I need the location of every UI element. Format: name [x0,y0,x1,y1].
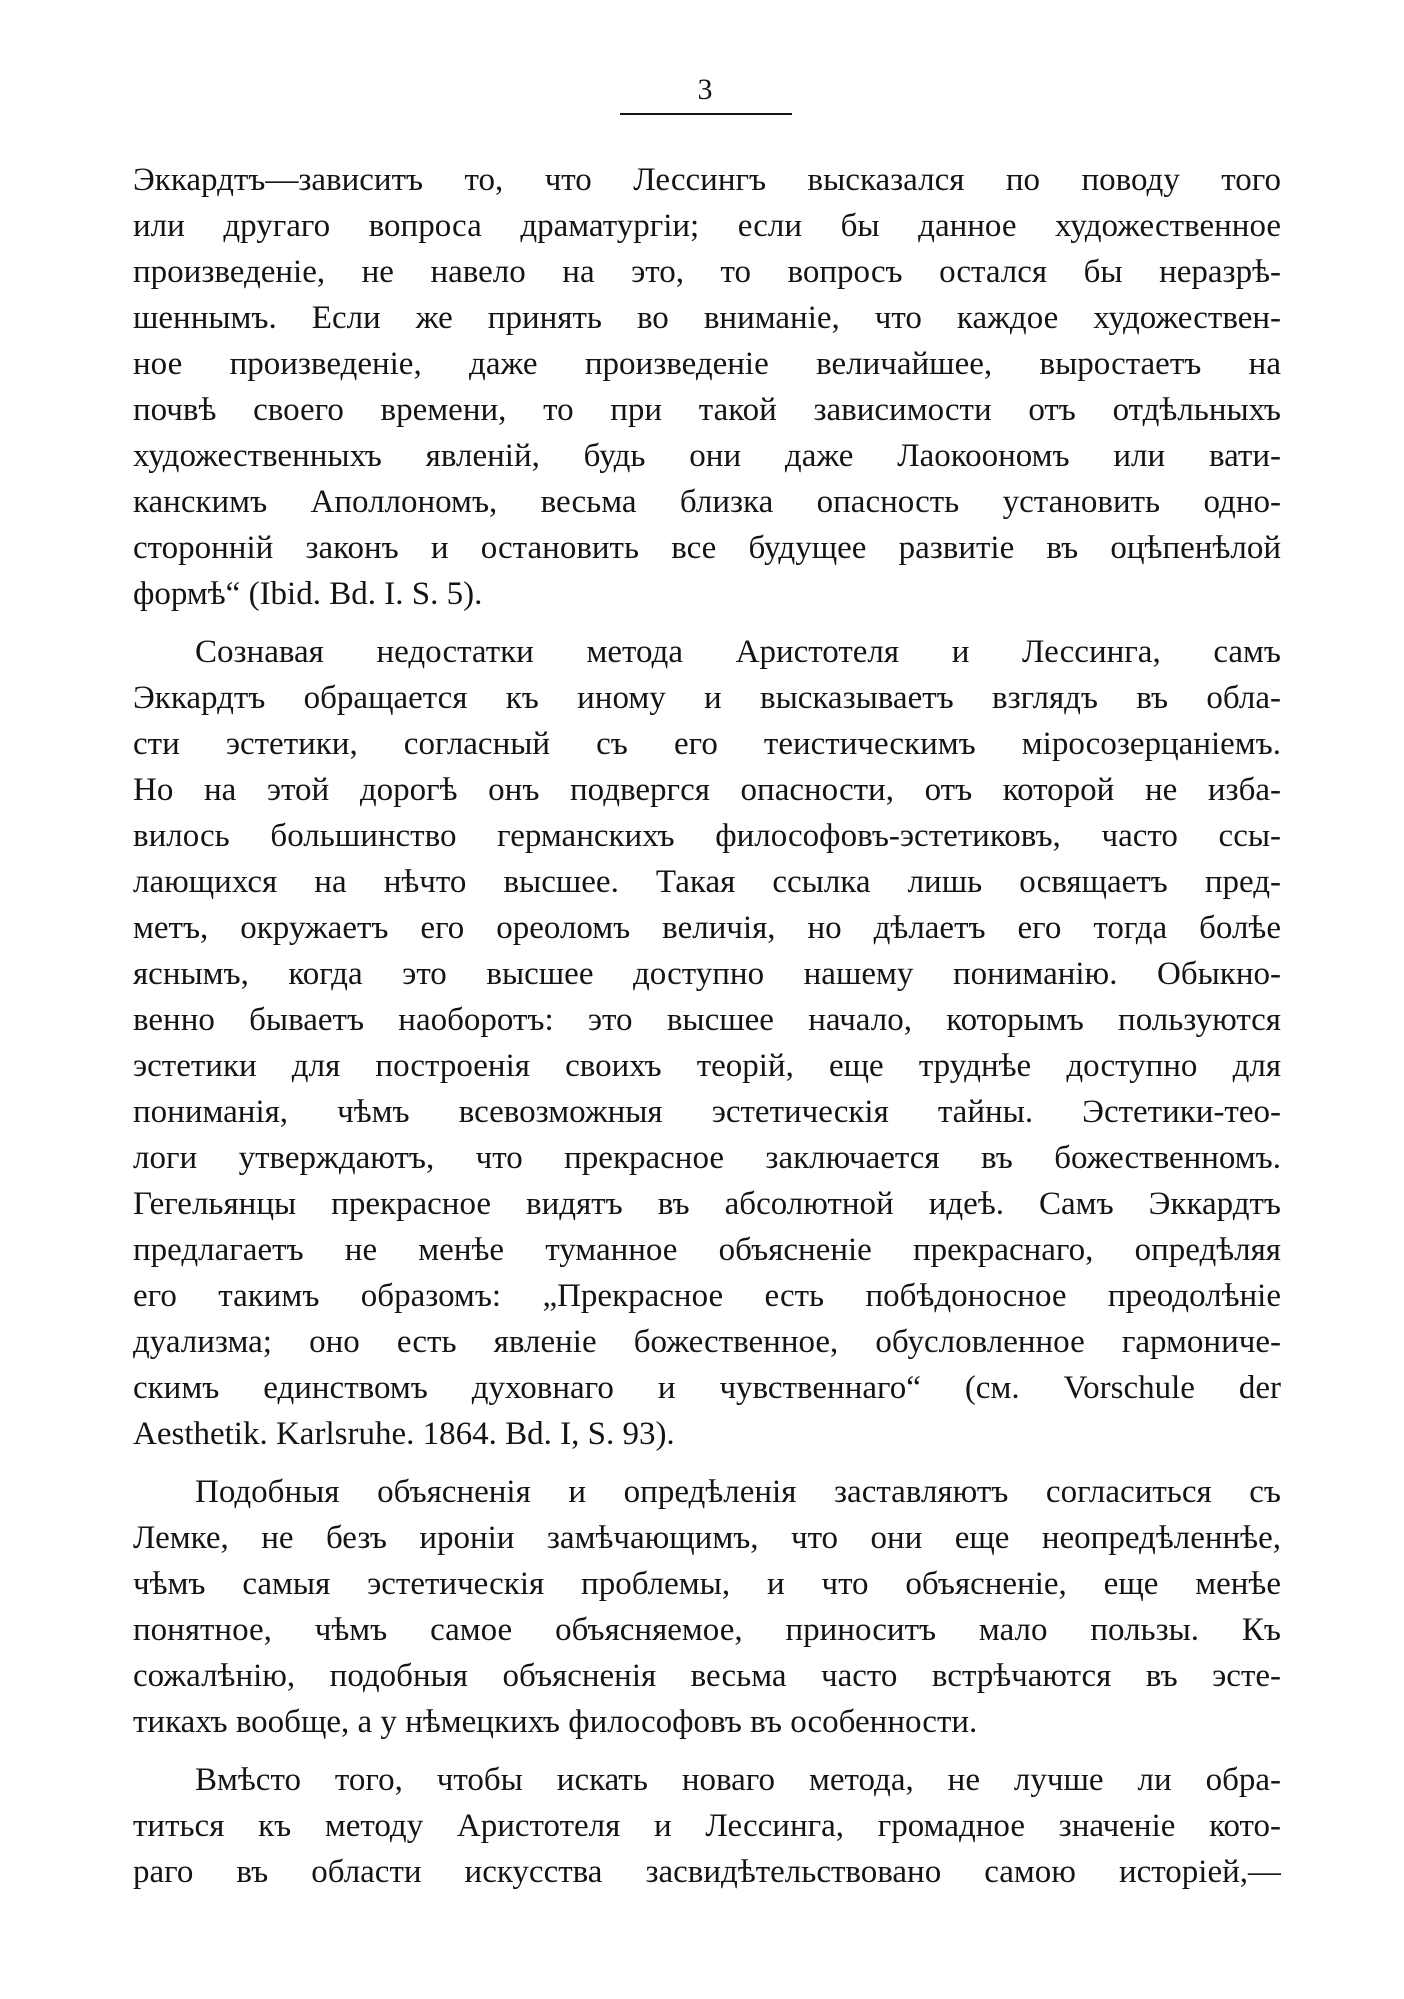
text-line: скимъ единствомъ духовнаго и чувственнаго“ (см. Vorschule der [133,1370,1281,1406]
text-line: эстетики для построенія своихъ теорій, еще труднѣе доступно для [133,1048,1281,1084]
text-line: или другаго вопроса драматургіи; если бы данное художественное [133,208,1281,244]
text-line: понятное, чѣмъ самое объясняемое, приноситъ мало пользы. Къ [133,1612,1281,1648]
text-line: сожалѣнію, подобныя объясненія весьма часто встрѣчаются въ эсте- [133,1658,1281,1694]
text-line: раго въ области искусства засвидѣтельствовано самою исторіей,— [133,1854,1281,1890]
text-line: логи утверждаютъ, что прекрасное заключается въ божественномъ. [133,1140,1281,1176]
page-number: 3 [697,73,713,106]
page-number-rule [620,113,792,115]
text-line: венно бываетъ наоборотъ: это высшее начало, которымъ пользуются [133,1002,1281,1038]
text-line: сторонній законъ и остановить все будущее развитіе въ оцѣпенѣлой [133,530,1281,566]
paragraph-1 [133,157,1281,617]
text-line: пониманія, чѣмъ всевозможныя эстетическія тайны. Эстетики-тео- [133,1094,1281,1130]
text-line: Гегельянцы прекрасное видятъ въ абсолютной идеѣ. Самъ Эккардтъ [133,1186,1281,1222]
text-line: Вмѣсто того, чтобы искать новаго метода, не лучше ли обра- [195,1762,1281,1798]
text-line: формѣ“ (Ibid. Bd. I. S. 5). [133,576,483,612]
text-line: вилось большинство германскихъ философовъ-эстетиковъ, часто ссы- [133,818,1281,854]
text-line: чѣмъ самыя эстетическія проблемы, и что объясненіе, еще менѣе [133,1566,1281,1602]
text-line: Сознавая недостатки метода Аристотеля и Лессинга, самъ [195,634,1281,670]
paragraph-2 [133,629,1281,1457]
text-line: лающихся на нѣчто высшее. Такая ссылка лишь освящаетъ пред- [133,864,1281,900]
text-line: сти эстетики, согласный съ его теистическимъ міросозерцаніемъ. [133,726,1281,762]
text-line: Но на этой дорогѣ онъ подвергся опасности, отъ которой не изба- [133,772,1281,808]
text-line: тикахъ вообще, а у нѣмецкихъ философовъ въ особенности. [133,1704,978,1740]
text-line: Эккардтъ обращается къ иному и высказываетъ взглядъ въ обла- [133,680,1281,716]
text-line: ное произведеніе, даже произведеніе величайшее, выростаетъ на [133,346,1281,382]
text-line: дуализма; оно есть явленіе божественное, обусловленное гармониче- [133,1324,1281,1360]
text-line: произведеніе, не навело на это, то вопросъ остался бы неразрѣ- [133,254,1281,290]
text-line: Aesthetik. Karlsruhe. 1864. Bd. I, S. 93). [133,1416,675,1452]
text-line: художественныхъ явленій, будь они даже Лаокоономъ или вати- [133,438,1281,474]
body-text [133,157,1281,1895]
text-line: Эккардтъ—зависитъ то, что Лессингъ высказался по поводу того [133,162,1281,198]
text-line: Подобныя объясненія и опредѣленія заставляютъ согласиться съ [195,1474,1281,1510]
text-line: титься къ методу Аристотеля и Лессинга, громадное значеніе кото- [133,1808,1281,1844]
text-line: предлагаетъ не менѣе туманное объясненіе прекраснаго, опредѣляя [133,1232,1281,1268]
text-line: Лемке, не безъ ироніи замѣчающимъ, что они еще неопредѣленнѣе, [133,1520,1281,1556]
text-line: метъ, окружаетъ его ореоломъ величія, но дѣлаетъ его тогда болѣе [133,910,1281,946]
paragraph-4 [133,1757,1281,1895]
text-line: его такимъ образомъ: „Прекрасное есть побѣдоносное преодолѣніе [133,1278,1281,1314]
text-line: шеннымъ. Если же принять во вниманіе, что каждое художествен- [133,300,1281,336]
text-line: яснымъ, когда это высшее доступно нашему пониманію. Обыкно- [133,956,1281,992]
paragraph-3 [133,1469,1281,1745]
text-line: почвѣ своего времени, то при такой зависимости отъ отдѣльныхъ [133,392,1281,428]
text-line: канскимъ Аполлономъ, весьма близка опасность установить одно- [133,484,1281,520]
